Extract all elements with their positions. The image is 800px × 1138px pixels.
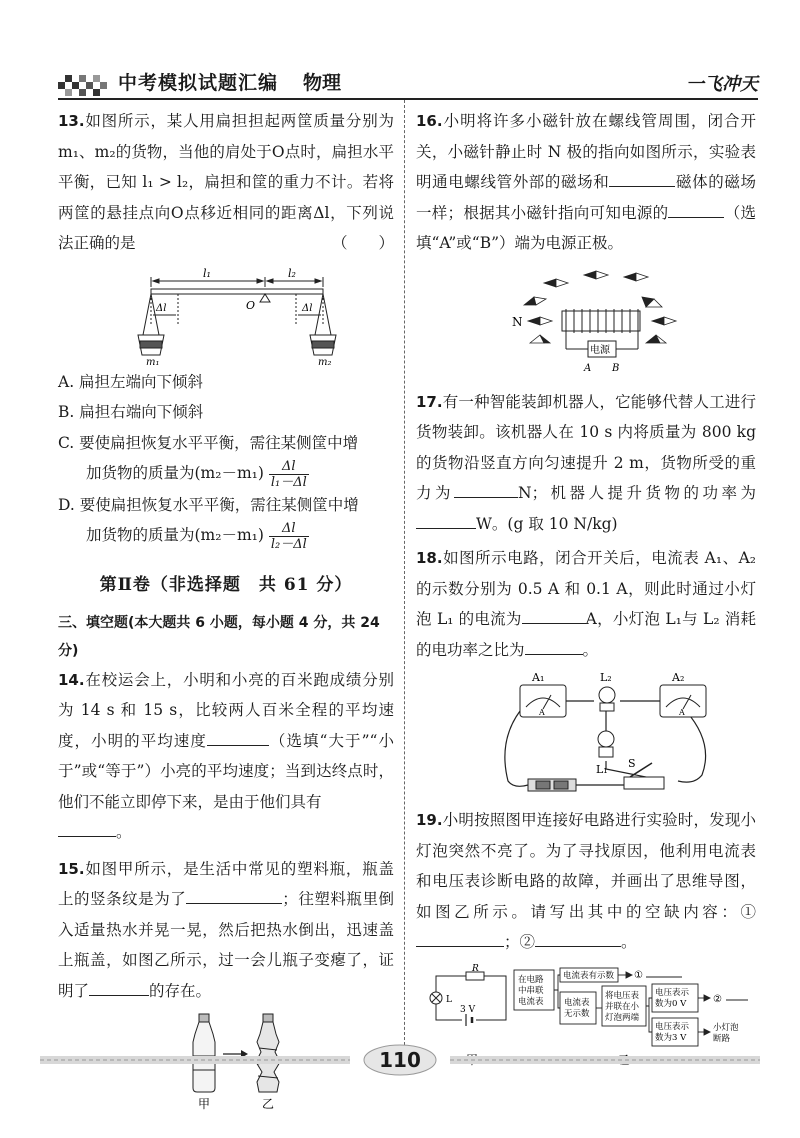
result-line2: 断路 [713, 1033, 731, 1044]
answer-blank-1[interactable] [416, 929, 504, 947]
answer-blank-2[interactable] [525, 637, 583, 655]
question-number: 14. [58, 670, 85, 689]
answer-blank-1[interactable] [186, 886, 282, 904]
section-2-title: 第Ⅱ卷（非选择题 共 61 分） [99, 574, 353, 595]
box4-line1: 将电压表 [605, 990, 640, 1001]
question-text-3: 。 [621, 933, 637, 951]
label-A: A [584, 362, 592, 374]
fraction-c [269, 459, 309, 490]
compass-needles [524, 271, 676, 343]
figure-parallel-circuit [416, 671, 756, 797]
label-A1: A₁ [532, 671, 545, 684]
figure-shoulder-pole [58, 265, 394, 365]
footer-pattern-left [40, 1056, 350, 1064]
option-b: B. 扁担右端向下倾斜 [58, 403, 204, 421]
label-dl-left: Δl [156, 302, 167, 314]
question-text-2: （选填“大于”“小于”或“等于”）小亮的平均速度；当到达终点时，他们不能立即停下来，是由于他们具有 [58, 731, 394, 811]
fraction-c-numerator: Δl [269, 459, 309, 475]
bulb-l2 [599, 687, 615, 711]
label-B: B [612, 362, 620, 374]
question-text-1: 小明将许多小磁针放在螺线管周围，闭合开关，小磁针静止时 N 极的指向如图所示，实验表明通电螺线管外部的磁场和 [416, 112, 756, 191]
question-text-2: ；往塑料瓶里倒入适量热水并晃一晃，然后把热水倒出，迅速盖上瓶盖，如图乙所示，过一会儿瓶子变瘪了，证明了 [58, 890, 394, 1000]
answer-blank-1[interactable] [454, 480, 518, 498]
answer-blank-2[interactable] [668, 200, 724, 218]
box3-line1: 电流表 [564, 997, 590, 1008]
label-m1: m₁ [146, 356, 160, 365]
answer-blank-1[interactable] [207, 728, 269, 746]
page-header [58, 60, 758, 100]
option-d-line2 [58, 520, 394, 552]
circle-2: ② [713, 993, 722, 1005]
question-text-1: 在校运会上，小明和小亮的百米跑成绩分别为 14 s 和 15 s，比较两人百米全程的平均速度，小明的平均速度 [58, 670, 394, 750]
box3-line2: 无示数 [564, 1008, 590, 1019]
box6-line2: 数为3 V [655, 1032, 687, 1043]
fraction-d-denominator: l₂－Δl [270, 536, 307, 552]
answer-blank-1[interactable] [609, 169, 675, 187]
box1-line3: 电流表 [518, 996, 544, 1007]
part-3-title: 三、填空题(本大题共 6 小题，每小题 4 分，共 24 分) [58, 614, 380, 659]
question-text-3: 。 [582, 640, 599, 659]
question-number: 15. [58, 859, 85, 878]
question-17 [416, 387, 756, 540]
fraction-c-denominator: l₁－Δl [270, 474, 307, 490]
box1-line1: 在电路 [518, 974, 544, 985]
book-title: 中考模拟试题汇编 [118, 72, 279, 94]
label-3V: 3 V [460, 1004, 476, 1015]
question-text-1: 如图所示电路，闭合开关后，电流表 A₁、A₂的示数分别为 0.5 A 和 0.1 A，则此时通过小灯泡 L₁ 的电流为 [416, 549, 756, 628]
question-text-3: （选填“A”或“B”）端为电源正极。 [416, 203, 756, 252]
question-text-3: 。 [116, 823, 132, 841]
question-stem: 如图所示，某人用扁担担起两筐质量分别为m₁、m₂的货物，当他的肩处于O点时，扁担水平平衡，已知 l₁ > l₂，扁担和筐的重力不计。若将两筐的悬挂点向O点移近相同的距离Δl，下列说法正确的是 [58, 112, 394, 252]
option-c-line1: C. 要使扁担恢复水平平衡，需往某侧筐中增 [58, 433, 359, 452]
answer-blank-2[interactable] [535, 929, 621, 947]
page-number: 110 [379, 1048, 421, 1072]
option-d-line1: D. 要使扁担恢复水平平衡，需往某侧筐中增 [58, 495, 359, 514]
page-footer [0, 1038, 800, 1078]
subject-name: 物理 [303, 72, 342, 94]
question-16 [416, 106, 756, 259]
brand-logo: 一飞冲天 [686, 74, 758, 95]
footer-pattern-right [450, 1056, 760, 1064]
meter-label: A [679, 708, 685, 717]
figure-solenoid [416, 263, 756, 383]
question-text-2: N；机器人提升货物的功率为 [518, 484, 756, 502]
label-S: S [628, 757, 636, 770]
label-R: R [472, 963, 479, 974]
question-18 [416, 543, 756, 665]
fraction-d-numerator: Δl [269, 521, 309, 537]
label-A2: A₂ [672, 671, 685, 684]
choices-13 [58, 367, 394, 552]
label-L: L [446, 994, 452, 1005]
dimension-lines [151, 277, 323, 287]
box4-line3: 灯泡两端 [605, 1012, 640, 1023]
battery-pack [528, 779, 576, 791]
option-d-expression: 加货物的质量为(m₂－m₁) [86, 526, 264, 544]
question-15 [58, 854, 394, 1007]
question-number: 19. [416, 811, 443, 829]
question-text-1: 小明按照图甲连接好电路进行实验时，发现小灯泡突然不亮了。为了寻找原因，他利用电流表和电压表诊断电路的故障，并画出了思维导图，如图乙所示。请写出其中的空缺内容：① [416, 811, 756, 921]
label-dl-right: Δl [302, 302, 313, 314]
answer-blank-2[interactable] [58, 819, 116, 837]
question-number: 16. [416, 112, 443, 130]
result-line1: 小灯泡 [713, 1022, 739, 1033]
option-a: A. 扁担左端向下倾斜 [58, 372, 204, 391]
ammeter-a1 [520, 685, 566, 717]
answer-blank-2[interactable] [416, 511, 476, 529]
fraction-d [269, 521, 309, 552]
label-power: 电源 [590, 344, 610, 356]
question-number: 17. [416, 392, 443, 411]
caption-a: 甲 [198, 1097, 211, 1110]
label-L1: L₁ [596, 763, 608, 776]
question-14 [58, 665, 394, 848]
box1-line2: 中串联 [518, 985, 544, 996]
pivot-triangle [260, 294, 270, 302]
right-column [416, 106, 756, 1074]
circuit-jia [430, 972, 506, 1026]
answer-blank-2[interactable] [89, 978, 149, 996]
circle-1: ① [634, 969, 643, 981]
box-ammeter-none [560, 992, 596, 1024]
question-number: 13. [58, 112, 85, 130]
question-text-2: A，小灯泡 L₁与 L₂ 消耗的电功率之比为 [416, 610, 756, 659]
caption-b: 乙 [262, 1097, 275, 1110]
label-l1: l₁ [203, 266, 211, 280]
answer-paren: （ ） [331, 234, 394, 252]
question-text-2: ；② [504, 933, 536, 951]
question-text-2: 磁体的磁场一样；根据其小磁针指向可知电源的 [416, 173, 756, 222]
pole-bar [151, 289, 323, 294]
label-N: N [512, 314, 523, 329]
box5-line2: 数为0 V [655, 998, 687, 1009]
label-m2: m₂ [318, 356, 332, 365]
box5-line1: 电压表示 [655, 987, 690, 998]
question-text-3: 的存在。 [149, 981, 212, 1000]
box6-line1: 电压表示 [655, 1021, 690, 1032]
label-O: O [246, 298, 256, 312]
label-L2: L₂ [600, 671, 612, 684]
box4-line2: 并联在小 [605, 1001, 640, 1012]
meter-label: A [539, 708, 545, 717]
header-checker-decoration [58, 68, 110, 96]
question-text-1: 有一种智能装卸机器人，它能够代替人工进行货物装卸。该机器人在 10 s 内将质量为 800 kg 的货物沿竖直方向匀速提升 2 m，货物所受的重力为 [416, 392, 756, 502]
column-divider [404, 100, 405, 1060]
bulb-l1 [598, 731, 614, 757]
question-number: 18. [416, 549, 443, 567]
question-13 [58, 106, 394, 259]
left-column [58, 106, 394, 1110]
label-l2: l₂ [288, 266, 296, 280]
header-rule [58, 98, 758, 100]
question-text-1: 如图甲所示，是生活中常见的塑料瓶，瓶盖上的竖条纹是为了 [58, 859, 394, 908]
answer-blank-1[interactable] [522, 606, 586, 624]
question-19 [416, 805, 756, 958]
option-c-expression: 加货物的质量为(m₂－m₁) [86, 464, 264, 482]
question-text-3: W。(g 取 10 N/kg) [476, 514, 618, 533]
ammeter-a2 [660, 685, 706, 717]
box2-text: 电流表有示数 [563, 970, 615, 981]
option-c-line2 [58, 458, 394, 490]
